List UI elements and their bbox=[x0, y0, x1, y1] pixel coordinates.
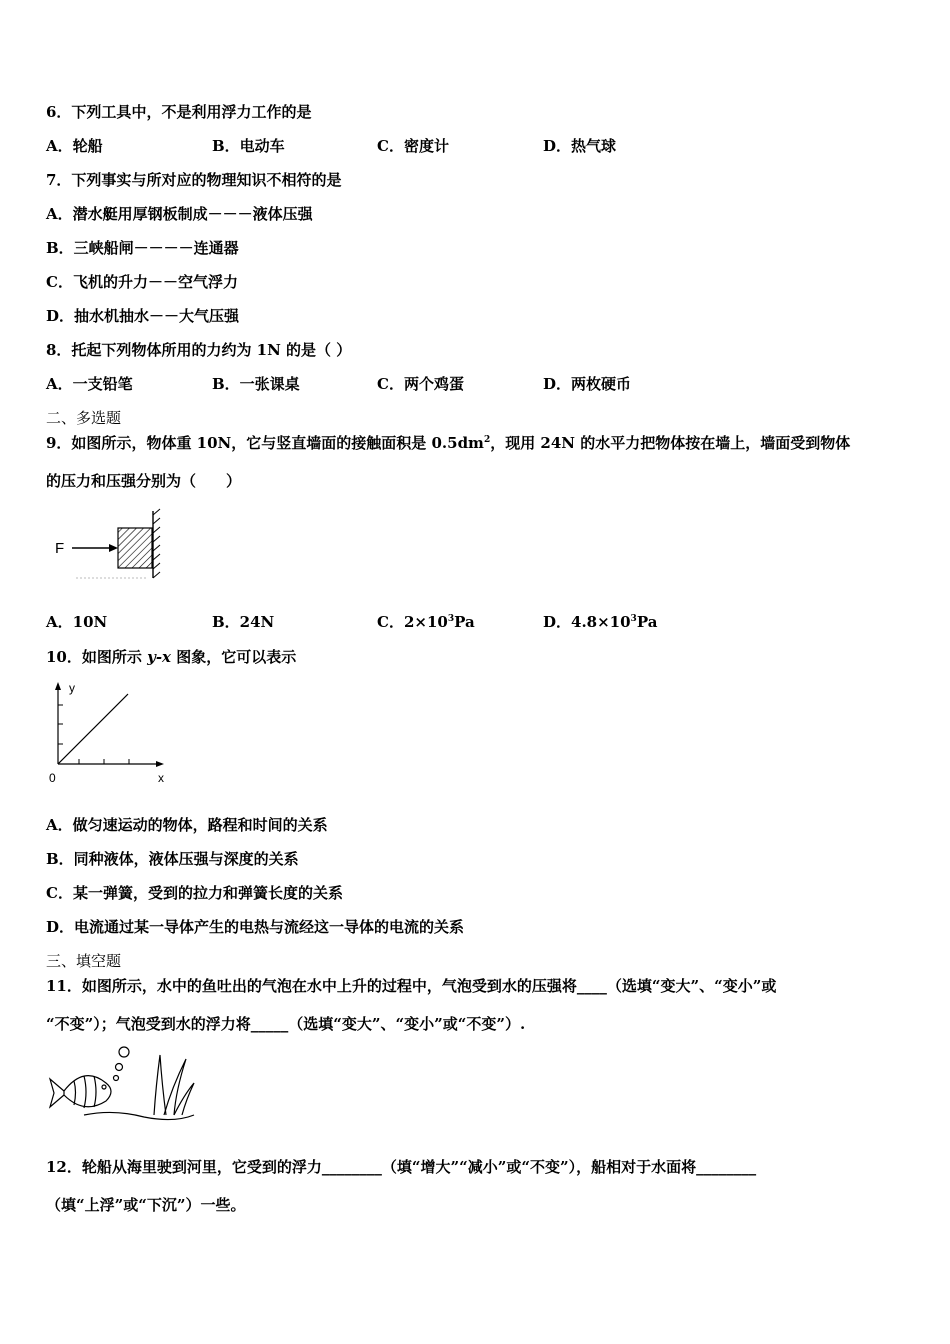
section-heading-fill-in: 三、填空题 bbox=[46, 952, 122, 970]
q10-option-a: A．做匀速运动的物体，路程和时间的关系 bbox=[46, 816, 328, 834]
q10-figure-line-graph bbox=[44, 678, 174, 788]
q7-option-a: A．潜水艇用厚钢板制成－－－液体压强 bbox=[46, 205, 313, 223]
q12-line1: 12．轮船从海里驶到河里，它受到的浮力________（填“增大”“减小”或“不变”），船相对于水面将________ bbox=[46, 1158, 757, 1176]
q6-option-c: C．密度计 bbox=[377, 137, 449, 155]
data-line bbox=[58, 694, 128, 764]
seaweed-1 bbox=[154, 1055, 166, 1115]
block bbox=[118, 528, 152, 568]
fish-tail bbox=[50, 1079, 64, 1107]
q6-stem: 6．下列工具中，不是利用浮力工作的是 bbox=[46, 103, 312, 121]
bubble-large bbox=[119, 1047, 129, 1057]
fish-stripe-1 bbox=[74, 1081, 76, 1105]
seaweed-2 bbox=[164, 1059, 186, 1115]
bubble-medium bbox=[116, 1064, 123, 1071]
q9-stem-line1: 9．如图所示，物体重 10N，它与竖直墙面的接触面积是 $0.5dm^2$，现用 24N 的水平力把物体按在墙上，墙面受到物体 bbox=[46, 434, 851, 452]
q7-option-b: B．三峡船闸－－－－连通器 bbox=[46, 239, 239, 257]
q9-figure-wall-block bbox=[46, 505, 176, 585]
section-heading-multiple-choice: 二、多选题 bbox=[46, 409, 122, 427]
q9-option-d: D．$4.8\times 10^3Pa$ bbox=[543, 613, 658, 631]
q11-line2: “不变”）；气泡受到水的浮力将_____（选填“变大”、“变小”或“不变”）. bbox=[46, 1015, 526, 1033]
q11-figure-fish-bubbles bbox=[44, 1045, 204, 1125]
y-axis-label: y bbox=[69, 681, 75, 695]
q7-option-d: D．抽水机抽水－－大气压强 bbox=[46, 307, 240, 325]
fish-eye bbox=[102, 1085, 106, 1089]
x-ticks bbox=[79, 759, 129, 764]
q7-option-c: C．飞机的升力－－空气浮力 bbox=[46, 273, 238, 291]
q9-option-c: C．$2\times 10^3Pa$ bbox=[377, 613, 475, 631]
y-axis-arrowhead bbox=[55, 682, 61, 690]
force-arrowhead bbox=[109, 544, 118, 552]
q8-option-c: C．两个鸡蛋 bbox=[377, 375, 464, 393]
seaweed-3 bbox=[174, 1083, 194, 1115]
wall-hatching bbox=[153, 509, 160, 578]
q6-option-d: D．热气球 bbox=[543, 137, 617, 155]
force-label: F bbox=[55, 540, 65, 557]
x-axis-arrowhead bbox=[156, 761, 164, 767]
y-ticks bbox=[58, 705, 63, 744]
bubble-small bbox=[114, 1076, 119, 1081]
q8-option-d: D．两枚硬币 bbox=[543, 375, 632, 393]
seabed bbox=[84, 1112, 194, 1119]
q10-option-d: D．电流通过某一导体产生的电热与流经这一导体的电流的关系 bbox=[46, 918, 465, 936]
q10-stem: 10．如图所示 y-x 图象，它可以表示 bbox=[46, 648, 297, 666]
q6-option-a: A．轮船 bbox=[46, 137, 103, 155]
origin-label: 0 bbox=[49, 771, 56, 785]
q12-line2: （填“上浮”或“下沉”）一些。 bbox=[46, 1196, 246, 1214]
q10-option-b: B．同种液体，液体压强与深度的关系 bbox=[46, 850, 299, 868]
fish-stripe-2 bbox=[84, 1076, 86, 1108]
fish-body bbox=[64, 1076, 111, 1107]
q9-option-b: B．24N bbox=[212, 613, 275, 631]
x-axis-label: x bbox=[158, 771, 164, 785]
q9-stem-line2: 的压力和压强分别为（ ） bbox=[46, 472, 242, 490]
q8-option-a: A．一支铅笔 bbox=[46, 375, 133, 393]
q10-option-c: C．某一弹簧，受到的拉力和弹簧长度的关系 bbox=[46, 884, 343, 902]
q9-option-a: A．10N bbox=[46, 613, 108, 631]
q6-option-b: B．电动车 bbox=[212, 137, 285, 155]
q11-line1: 11．如图所示，水中的鱼吐出的气泡在水中上升的过程中，气泡受到水的压强将____（选填“变大”、“变小”或 bbox=[46, 977, 777, 995]
q8-option-b: B．一张课桌 bbox=[212, 375, 300, 393]
fish-stripe-3 bbox=[94, 1076, 96, 1107]
q7-stem: 7．下列事实与所对应的物理知识不相符的是 bbox=[46, 171, 342, 189]
q8-stem: 8．托起下列物体所用的力约为 1N 的是（ ） bbox=[46, 341, 352, 359]
